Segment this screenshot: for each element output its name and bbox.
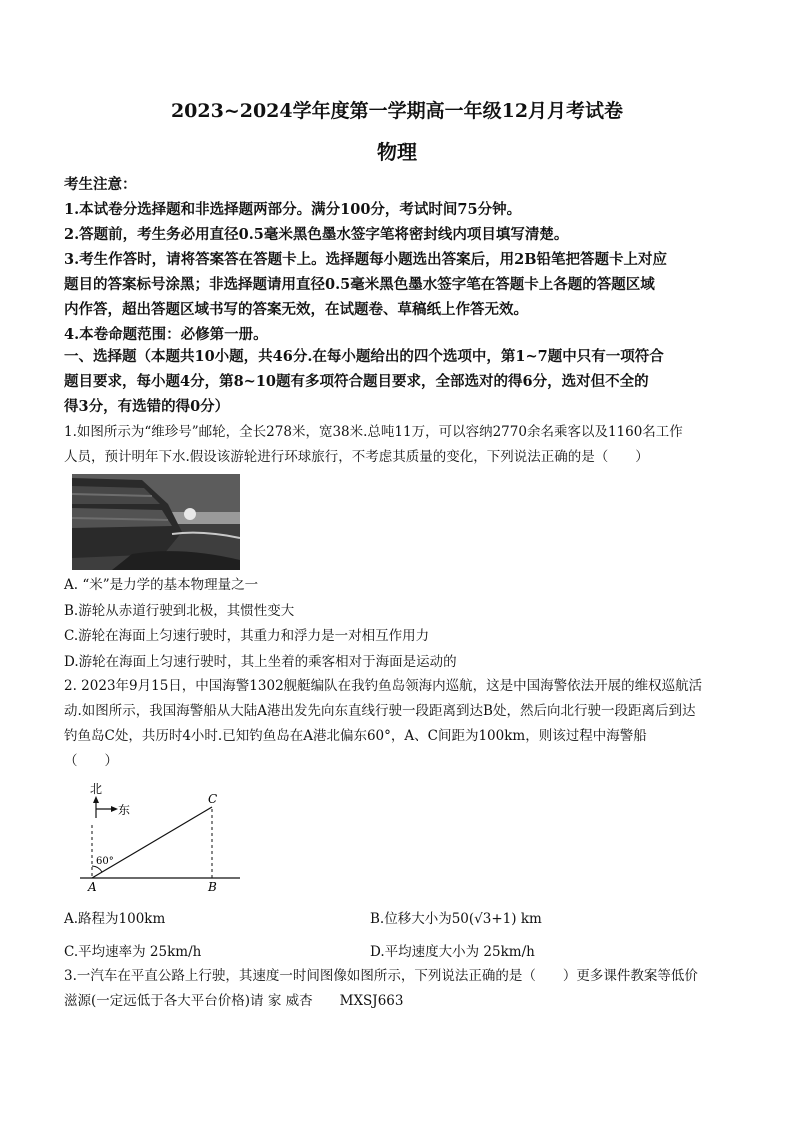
notes-item: 内作答，超出答题区域书写的答案无效，在试题卷、草稿纸上作答无效。 (64, 301, 528, 318)
option-b-value: 50(√3+1) km (451, 911, 542, 927)
line-ac (92, 807, 212, 878)
option-c: C.平均速率为 25km/h (64, 944, 202, 960)
point-b-label: B (208, 880, 217, 894)
subject-title: 物理 (377, 140, 417, 164)
question-line: 3.一汽车在平直公路上行驶，其速度一时间图像如图所示，下列说法正确的是（ ）更多课件教案等低价 (64, 968, 698, 984)
route-diagram (80, 778, 250, 894)
exam-notes (64, 172, 736, 347)
exam-title: 2023~2024学年度第一学期高一年级12月月考试卷 (170, 100, 624, 122)
section-line: 题目要求，每小题4分，第8~10题有多项符合题目要求，全部选对的得6分，选对但不全的 (64, 373, 649, 390)
notes-item: 1.本试卷分选择题和非选择题两部分。满分100分，考试时间75分钟。 (64, 201, 522, 218)
question-line: 滋源(一定远低于各大平台价格)请 家 威杏 MXSJ663 (64, 993, 404, 1009)
question-3-stem (64, 964, 736, 1014)
option-b-prefix: B.位移大小为 (370, 911, 452, 927)
question-line: （ ） (64, 753, 118, 769)
section-heading (64, 344, 736, 419)
notes-item: 题目的答案标号涂黑；非选择题请用直径0.5毫米黑色墨水签字笔在答题卡上各题的答题区域 (64, 276, 655, 293)
notes-heading: 考生注意： (64, 176, 137, 193)
notes-item: 3.考生作答时，请将答案答在答题卡上。选择题每小题选出答案后，用2B铅笔把答题卡上对应 (64, 251, 667, 268)
notes-item: 2.答题前，考生务必用直径0.5毫米黑色墨水签字笔将密封线内项目填写清楚。 (64, 226, 569, 243)
section-line: 得3分，有选错的得0分） (64, 398, 230, 415)
question-line: 人员，预计明年下水.假设该游轮进行环球旅行，不考虑其质量的变化，下列说法正确的是（ ） (64, 449, 649, 465)
question-line: 1.如图所示为“维珍号”邮轮，全长278米，宽38米.总吨11万，可以容纳2770余名乘客以及1160名工作 (64, 424, 683, 440)
question-2-stem (64, 674, 736, 774)
option-c: C.游轮在海面上匀速行驶时，其重力和浮力是一对相互作用力 (64, 628, 430, 644)
option-d: D.平均速度大小为 25km/h (370, 944, 535, 960)
notes-item: 4.本卷命题范围：必修第一册。 (64, 326, 268, 343)
east-label: 东 (118, 803, 131, 817)
cruise-ship-photo (72, 474, 240, 570)
question-1-stem (64, 420, 736, 470)
option-a: A. “米”是力学的基本物理量之一 (64, 577, 259, 593)
option-b: B.游轮从赤道行驶到北极，其惯性变大 (64, 603, 295, 619)
option-d: D.游轮在海面上匀速行驶时，其上坐着的乘客相对于海面是运动的 (64, 654, 457, 670)
section-line: 一、选择题（本题共10小题，共46分.在每小题给出的四个选项中，第1~7题中只有一项符合 (64, 348, 664, 365)
option-b (370, 908, 542, 930)
question-line: 2. 2023年9月15日，中国海警1302舰艇编队在我钓鱼岛领海内巡航，这是中国海警依法开展的维权巡航活 (64, 678, 703, 694)
point-a-label: A (88, 880, 97, 894)
question-line: 钓鱼岛C处，共历时4小时.已知钓鱼岛在A港北偏东60°，A、C间距为100km，则该过程中海警船 (64, 728, 647, 744)
east-arrowhead (111, 806, 118, 812)
question-line: 动.如图所示，我国海警船从大陆A港出发先向东直线行驶一段距离到达B处，然后向北行驶一段距离后到达 (64, 703, 696, 719)
north-label: 北 (90, 782, 103, 796)
north-arrowhead (93, 796, 99, 803)
angle-label: 60° (96, 856, 114, 867)
point-c-label: C (208, 792, 218, 806)
option-a: A.路程为100km (64, 911, 166, 927)
